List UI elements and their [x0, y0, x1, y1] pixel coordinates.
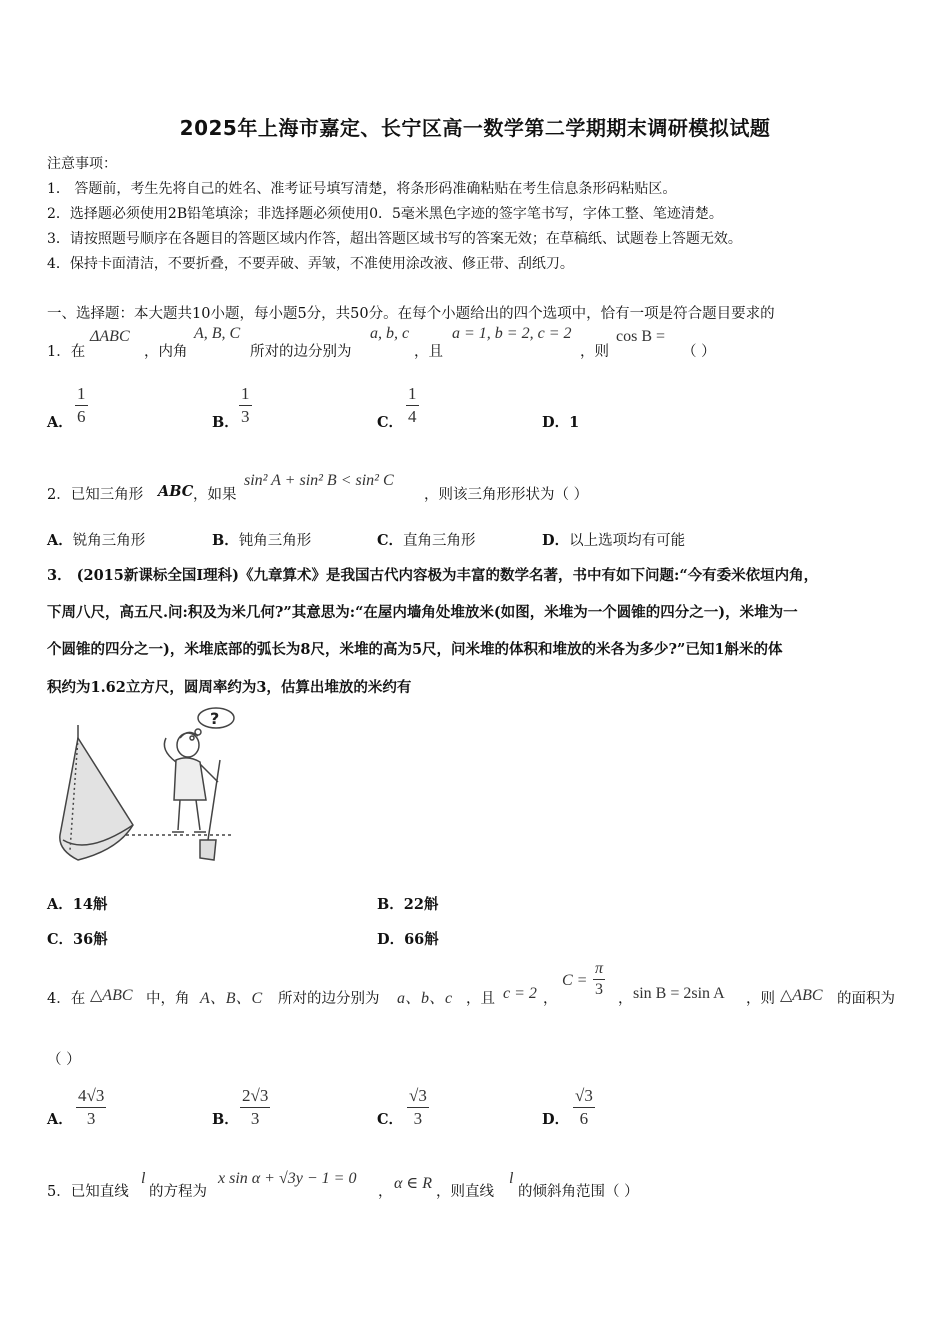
- q5-text: 5．已知直线: [47, 1184, 129, 1200]
- section-heading: 一、选择题：本大题共10小题，每小题5分，共50分。在每个小题给出的四个选项中，恰有一项是符合题目要求的: [47, 306, 775, 322]
- q1-text: ，则: [580, 344, 609, 360]
- q4-text: 中，角: [146, 991, 190, 1007]
- q4-text: ，: [618, 991, 633, 1007]
- q5-math: l: [141, 1170, 146, 1187]
- q4-fraction-c: π 3: [595, 960, 604, 998]
- q4-option-a: A．: [47, 1111, 73, 1128]
- q4-math: sin B = 2sin A: [633, 985, 725, 1002]
- q1-option-a: A．: [47, 414, 73, 431]
- q5-text: 的倾斜角范围（ ）: [518, 1184, 639, 1200]
- q5-text: 的方程为: [149, 1184, 207, 1200]
- q3-option-c: C．36斛: [47, 931, 108, 948]
- q5-math: l: [509, 1170, 514, 1187]
- rice-pile-illustration: [48, 700, 248, 870]
- q2-option-b: B．钝角三角形: [212, 532, 312, 549]
- q5-math: α ∈ R: [394, 1175, 433, 1192]
- q4-math: △ABC: [90, 987, 133, 1004]
- q4-answer-paren: （ ）: [47, 1052, 81, 1068]
- page-title: 2025年上海市嘉定、长宁区高一数学第二学期期末调研模拟试题: [179, 116, 771, 140]
- q1-text: ，且: [414, 344, 443, 360]
- q4-option-b: B．: [212, 1111, 239, 1128]
- q2-option-d: D．以上选项均有可能: [542, 532, 686, 549]
- q1-option-b: B．: [212, 414, 239, 431]
- q4-text: ，且: [466, 991, 495, 1007]
- q4-option-c: C．: [377, 1111, 404, 1128]
- q1-math: a = 1, b = 2, c = 2: [452, 325, 572, 342]
- q2-math: sin² A + sin² B < sin² C: [244, 472, 394, 489]
- q4-option-d-fraction: √3 6: [575, 1086, 593, 1128]
- notice-item: 1． 答题前，考生先将自己的姓名、准考证号填写清楚，将条形码准确粘贴在考生信息条形码粘贴区。: [47, 181, 677, 197]
- q4-math: C =: [562, 972, 588, 989]
- q1-option-a-fraction: 1 6: [77, 384, 86, 426]
- q1-text: 所对的边分别为: [250, 344, 352, 360]
- q1-option-b-fraction: 1 3: [241, 384, 250, 426]
- q4-text: 4．在: [47, 991, 86, 1007]
- q4-math: △ABC: [780, 987, 823, 1004]
- q2-text: ，则该三角形形状为（ ）: [424, 487, 589, 503]
- notice-item: 3．请按照题号顺序在各题目的答题区域内作答，超出答题区域书写的答案无效；在草稿纸、试题卷上答题无效。: [47, 231, 742, 247]
- q1-answer-paren: （ ）: [682, 344, 716, 360]
- q1-option-c-fraction: 1 4: [408, 384, 417, 426]
- q2-text: ，如果: [193, 487, 237, 503]
- q3-text: 积约为1.62立方尺，圆周率约为3，估算出堆放的米约有: [47, 679, 412, 696]
- q1-option-c: C．: [377, 414, 404, 431]
- q3-option-d: D．66斛: [377, 931, 439, 948]
- q3-text: 个圆锥的四分之一)，米堆底部的弧长为8尺，米堆的高为5尺，问米堆的体积和堆放的米各为多少?”已知1斛米的体: [47, 641, 783, 658]
- q3-option-a: A．14斛: [47, 896, 108, 913]
- q2-math: ABC: [158, 483, 194, 500]
- q4-text: ，则: [746, 991, 775, 1007]
- q4-option-d: D．: [542, 1111, 570, 1128]
- q5-text: ，则直线: [436, 1184, 494, 1200]
- q1-option-d: D．1: [542, 414, 580, 431]
- q4-option-c-fraction: √3 3: [409, 1086, 427, 1128]
- q4-text: ，: [543, 991, 558, 1007]
- q1-math: A, B, C: [194, 325, 241, 342]
- q3-text: 3． (2015新课标全国Ⅰ理科)《九章算术》是我国古代内容极为丰富的数学名著，书中有如下问题:“今有委米依垣内角，: [47, 567, 819, 584]
- q4-math: c = 2: [503, 985, 537, 1002]
- q1-math: ΔABC: [90, 328, 130, 345]
- notice-item: 4．保持卡面清洁，不要折叠，不要弄破、弄皱，不准使用涂改液、修正带、刮纸刀。: [47, 256, 574, 272]
- person-figure: [164, 732, 220, 860]
- q2-text: 2．已知三角形: [47, 487, 144, 503]
- q1-text: 1．在: [47, 344, 86, 360]
- q3-text: 下周八尺，高五尺.问:积及为米几何?”其意思为:“在屋内墙角处堆放米(如图，米堆为一个圆锥的四分之一)，米堆为一: [47, 604, 798, 621]
- q5-text: ，: [378, 1184, 393, 1200]
- q3-option-b: B．22斛: [377, 896, 439, 913]
- q1-text: ，内角: [144, 344, 188, 360]
- notice-item: 2．选择题必须使用2B铅笔填涂；非选择题必须使用0．5毫米黑色字迹的签字笔书写，字体工整、笔迹清楚。: [47, 206, 723, 222]
- q4-option-a-fraction: 4√3 3: [78, 1086, 105, 1128]
- q4-text: 所对的边分别为: [278, 991, 380, 1007]
- q4-math: A、B、C: [200, 990, 263, 1007]
- q5-math: x sin α + √3y − 1 = 0: [218, 1170, 357, 1187]
- question-mark-icon: ?: [210, 709, 220, 728]
- q4-text: 的面积为: [837, 991, 895, 1007]
- cone-rice-pile: [60, 738, 133, 860]
- q4-math: a、b、c: [397, 990, 453, 1007]
- q1-math: a, b, c: [370, 325, 410, 342]
- q1-math: cos B =: [616, 328, 666, 345]
- q4-option-b-fraction: 2√3 3: [242, 1086, 269, 1128]
- q2-option-c: C．直角三角形: [377, 532, 476, 549]
- q2-option-a: A．锐角三角形: [47, 532, 146, 549]
- notice-heading: 注意事项：: [47, 156, 117, 172]
